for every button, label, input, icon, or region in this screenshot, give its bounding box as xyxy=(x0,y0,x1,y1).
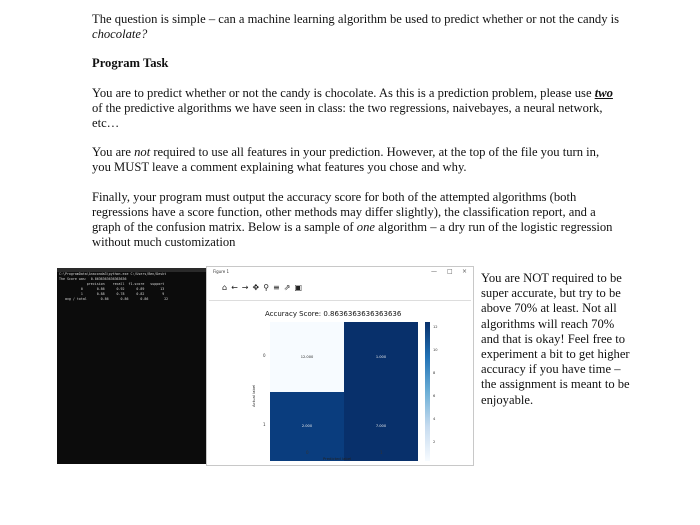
save-icon[interactable]: ▣ xyxy=(294,283,307,292)
edit-axes-icon[interactable]: ⇗ xyxy=(283,283,295,292)
figure-window xyxy=(206,266,474,466)
cm-cell-fp: 1.000 xyxy=(344,322,418,392)
features-emphasis: not xyxy=(134,145,151,160)
toolbar-divider xyxy=(209,300,471,301)
features-text-a: You are xyxy=(92,145,131,160)
colorbar-tick-12: 12 xyxy=(433,325,438,329)
x-axis-label: Predicted label xyxy=(323,456,352,461)
intro-text: The question is simple – can a machine learning algorithm be used to predict whether or not the candy is xyxy=(92,12,620,26)
task-text-b: of the predictive algorithms we have seen in class: the two regressions, naivebayes, a neural network, etc… xyxy=(92,100,603,131)
pan-icon[interactable]: ✥ xyxy=(252,283,264,292)
program-task-heading: Program Task xyxy=(92,56,169,71)
terminal-line: The Score was: 0.8636363636363636 xyxy=(59,277,127,281)
home-icon[interactable]: ⌂ xyxy=(222,283,232,292)
zoom-icon[interactable]: ⚲ xyxy=(263,283,274,292)
terminal-line: precision recall f1-score support xyxy=(59,282,165,286)
accuracy-title: Accuracy Score: 0.8636363636363636 xyxy=(265,310,402,318)
side-note: You are NOT required to be super accurate, but try to be above 70% at least. Not all algorithms will reach 70% and that is okay! Feel free to experiment a bit to get higher accuracy if you have time – the assignment is meant to be enjoyable. xyxy=(481,271,630,407)
colorbar xyxy=(425,322,430,461)
output-text-b: algorithm – a dry run of the logistic regression without much customization xyxy=(92,220,613,250)
task-emphasis-two: two xyxy=(594,85,613,100)
task-text-a: You are to predict whether or not the candy is chocolate. As this is a prediction problem, please use xyxy=(92,85,592,100)
x-tick-1: 1 xyxy=(380,450,383,455)
terminal-line: 0 0.86 0.92 0.89 13 xyxy=(59,287,165,291)
figure-window-title: Figure 1 xyxy=(213,269,230,274)
minimize-icon[interactable]: — xyxy=(431,268,437,275)
y-tick-0: 0 xyxy=(263,353,266,358)
intro-emphasis: chocolate? xyxy=(92,27,148,42)
terminal-line: 1 0.88 0.78 0.82 9 xyxy=(59,292,165,296)
terminal-line: avg / total 0.86 0.86 0.86 22 xyxy=(59,297,169,301)
colorbar-tick-4: 4 xyxy=(433,417,436,421)
figure-toolbar xyxy=(222,283,306,292)
features-text-b: required to use all features in your prediction. However, at the top of the file you turn in, you MUST leave a comment explaining what features you chose and why. xyxy=(92,145,600,175)
colorbar-tick-8: 8 xyxy=(433,371,436,375)
configure-icon[interactable]: ≡ xyxy=(273,283,284,292)
forward-icon[interactable]: → xyxy=(241,283,253,292)
x-tick-0: 0 xyxy=(306,450,309,455)
colorbar-tick-6: 6 xyxy=(433,394,436,398)
intro-paragraph xyxy=(92,12,620,42)
output-paragraph xyxy=(92,190,620,251)
close-icon[interactable]: × xyxy=(462,268,468,275)
terminal-line: C:\ProgramData\Anaconda3\python.exe C:/Users/Ben/Deskt xyxy=(59,272,167,276)
confusion-matrix xyxy=(270,322,418,461)
y-axis-label: Actual label xyxy=(251,384,256,407)
back-icon[interactable]: ← xyxy=(231,283,242,292)
output-text-a: Finally, your program must output the accuracy score for both of the attempted algorithms (both regressions have a score function, other methods may differ slightly), the classification report, and a graph of the confusion matrix. Below is a sample of xyxy=(92,189,596,235)
terminal-output xyxy=(57,272,206,302)
terminal-screenshot xyxy=(57,268,206,464)
colorbar-tick-10: 10 xyxy=(433,348,438,352)
cm-cell-tn: 12.000 xyxy=(270,322,344,392)
features-paragraph xyxy=(92,145,620,175)
colorbar-tick-2: 2 xyxy=(433,440,436,444)
maximize-icon[interactable]: □ xyxy=(447,268,453,275)
output-emphasis: one xyxy=(356,220,375,235)
document-body xyxy=(92,12,620,250)
cm-cell-tp: 7.000 xyxy=(344,392,418,462)
cm-cell-fn: 2.000 xyxy=(270,392,344,462)
y-tick-1: 1 xyxy=(263,422,266,427)
task-paragraph xyxy=(92,86,620,132)
